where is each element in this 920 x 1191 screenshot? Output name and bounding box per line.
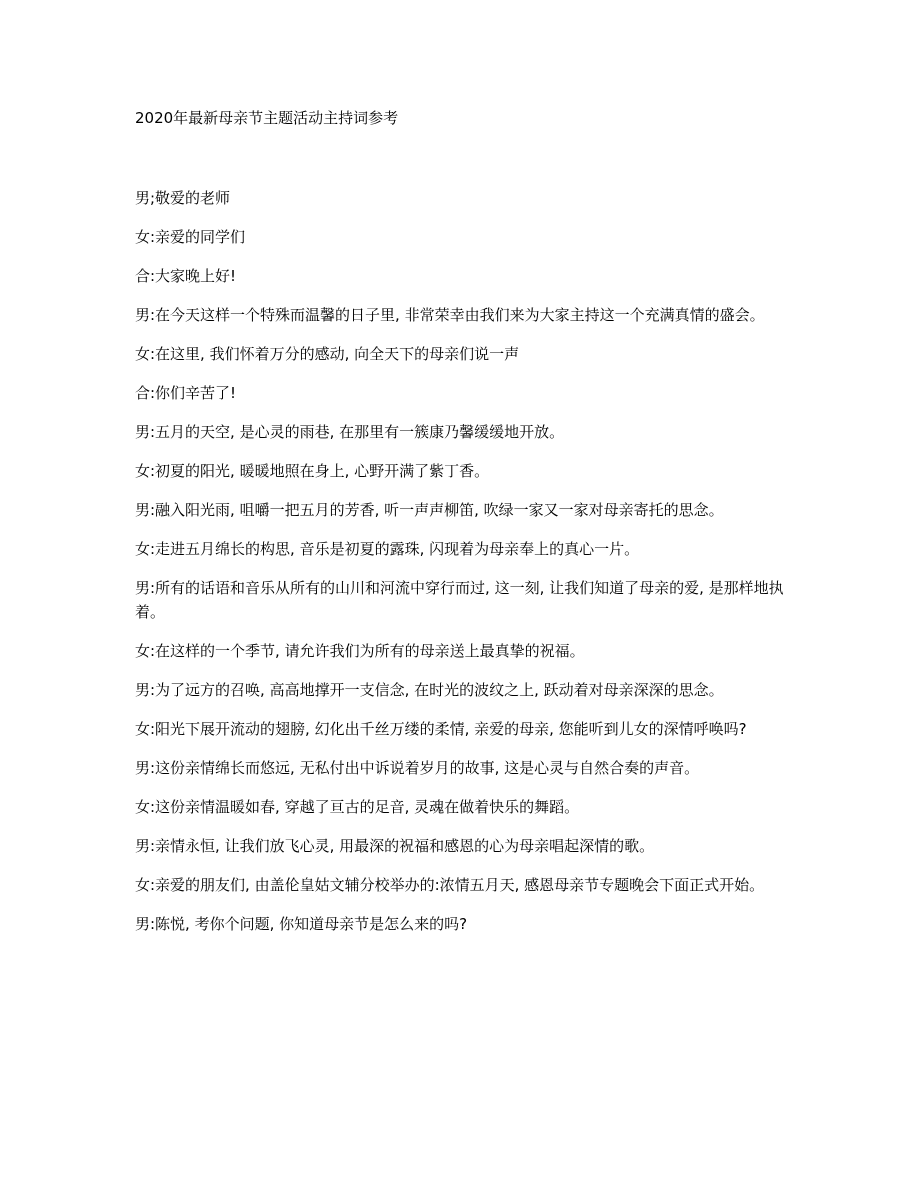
dialogue-line: 男:陈悦, 考你个问题, 你知道母亲节是怎么来的吗? <box>135 915 468 933</box>
dialogue-line: 男:为了远方的召唤, 高高地撑开一支信念, 在时光的波纹之上, 跃动着对母亲深深的思念。 <box>135 681 724 699</box>
dialogue-line: 女:在这样的一个季节, 请允许我们为所有的母亲送上最真挚的祝福。 <box>135 642 585 660</box>
dialogue-line: 女:走进五月绵长的构思, 音乐是初夏的露珠, 闪现着为母亲奉上的真心一片。 <box>135 540 640 558</box>
dialogue-line: 男:亲情永恒, 让我们放飞心灵, 用最深的祝福和感恩的心为母亲唱起深情的歌。 <box>135 837 655 855</box>
document-title: 2020年最新母亲节主题活动主持词参考 <box>135 109 399 127</box>
dialogue-line: 女:初夏的阳光, 暖暖地照在身上, 心野开满了紫丁香。 <box>135 462 490 480</box>
dialogue-line: 女:亲爱的朋友们, 由盖伦皇姑文辅分校举办的:浓情五月天, 感恩母亲节专题晚会下面正式开始。 <box>135 876 765 894</box>
dialogue-line: 女:亲爱的同学们 <box>135 228 246 246</box>
dialogue-lines <box>135 186 785 951</box>
dialogue-line: 合:你们辛苦了! <box>135 384 237 402</box>
dialogue-line: 男:所有的话语和音乐从所有的山川和河流中穿行而过, 这一刻, 让我们知道了母亲的爱, 是那样地执着。 <box>135 579 784 621</box>
dialogue-line: 合:大家晚上好! <box>135 267 237 285</box>
dialogue-line: 女:这份亲情温暖如春, 穿越了亘古的足音, 灵魂在做着快乐的舞蹈。 <box>135 798 580 816</box>
dialogue-line: 女:阳光下展开流动的翅膀, 幻化出千丝万缕的柔情, 亲爱的母亲, 您能听到儿女的深情呼唤吗? <box>135 720 747 738</box>
dialogue-line: 男:融入阳光雨, 咀嚼一把五月的芳香, 听一声声柳笛, 吹绿一家又一家对母亲寄托的思念。 <box>135 501 724 519</box>
dialogue-line: 女:在这里, 我们怀着万分的感动, 向全天下的母亲们说一声 <box>135 345 520 363</box>
dialogue-line: 男:这份亲情绵长而悠远, 无私付出中诉说着岁月的故事, 这是心灵与自然合奏的声音。 <box>135 759 700 777</box>
dialogue-line: 男;敬爱的老师 <box>135 189 231 207</box>
dialogue-line: 男:五月的天空, 是心灵的雨巷, 在那里有一簇康乃馨缓缓地开放。 <box>135 423 565 441</box>
dialogue-line: 男:在今天这样一个特殊而温馨的日子里, 非常荣幸由我们来为大家主持这一个充满真情的盛会。 <box>135 306 765 324</box>
